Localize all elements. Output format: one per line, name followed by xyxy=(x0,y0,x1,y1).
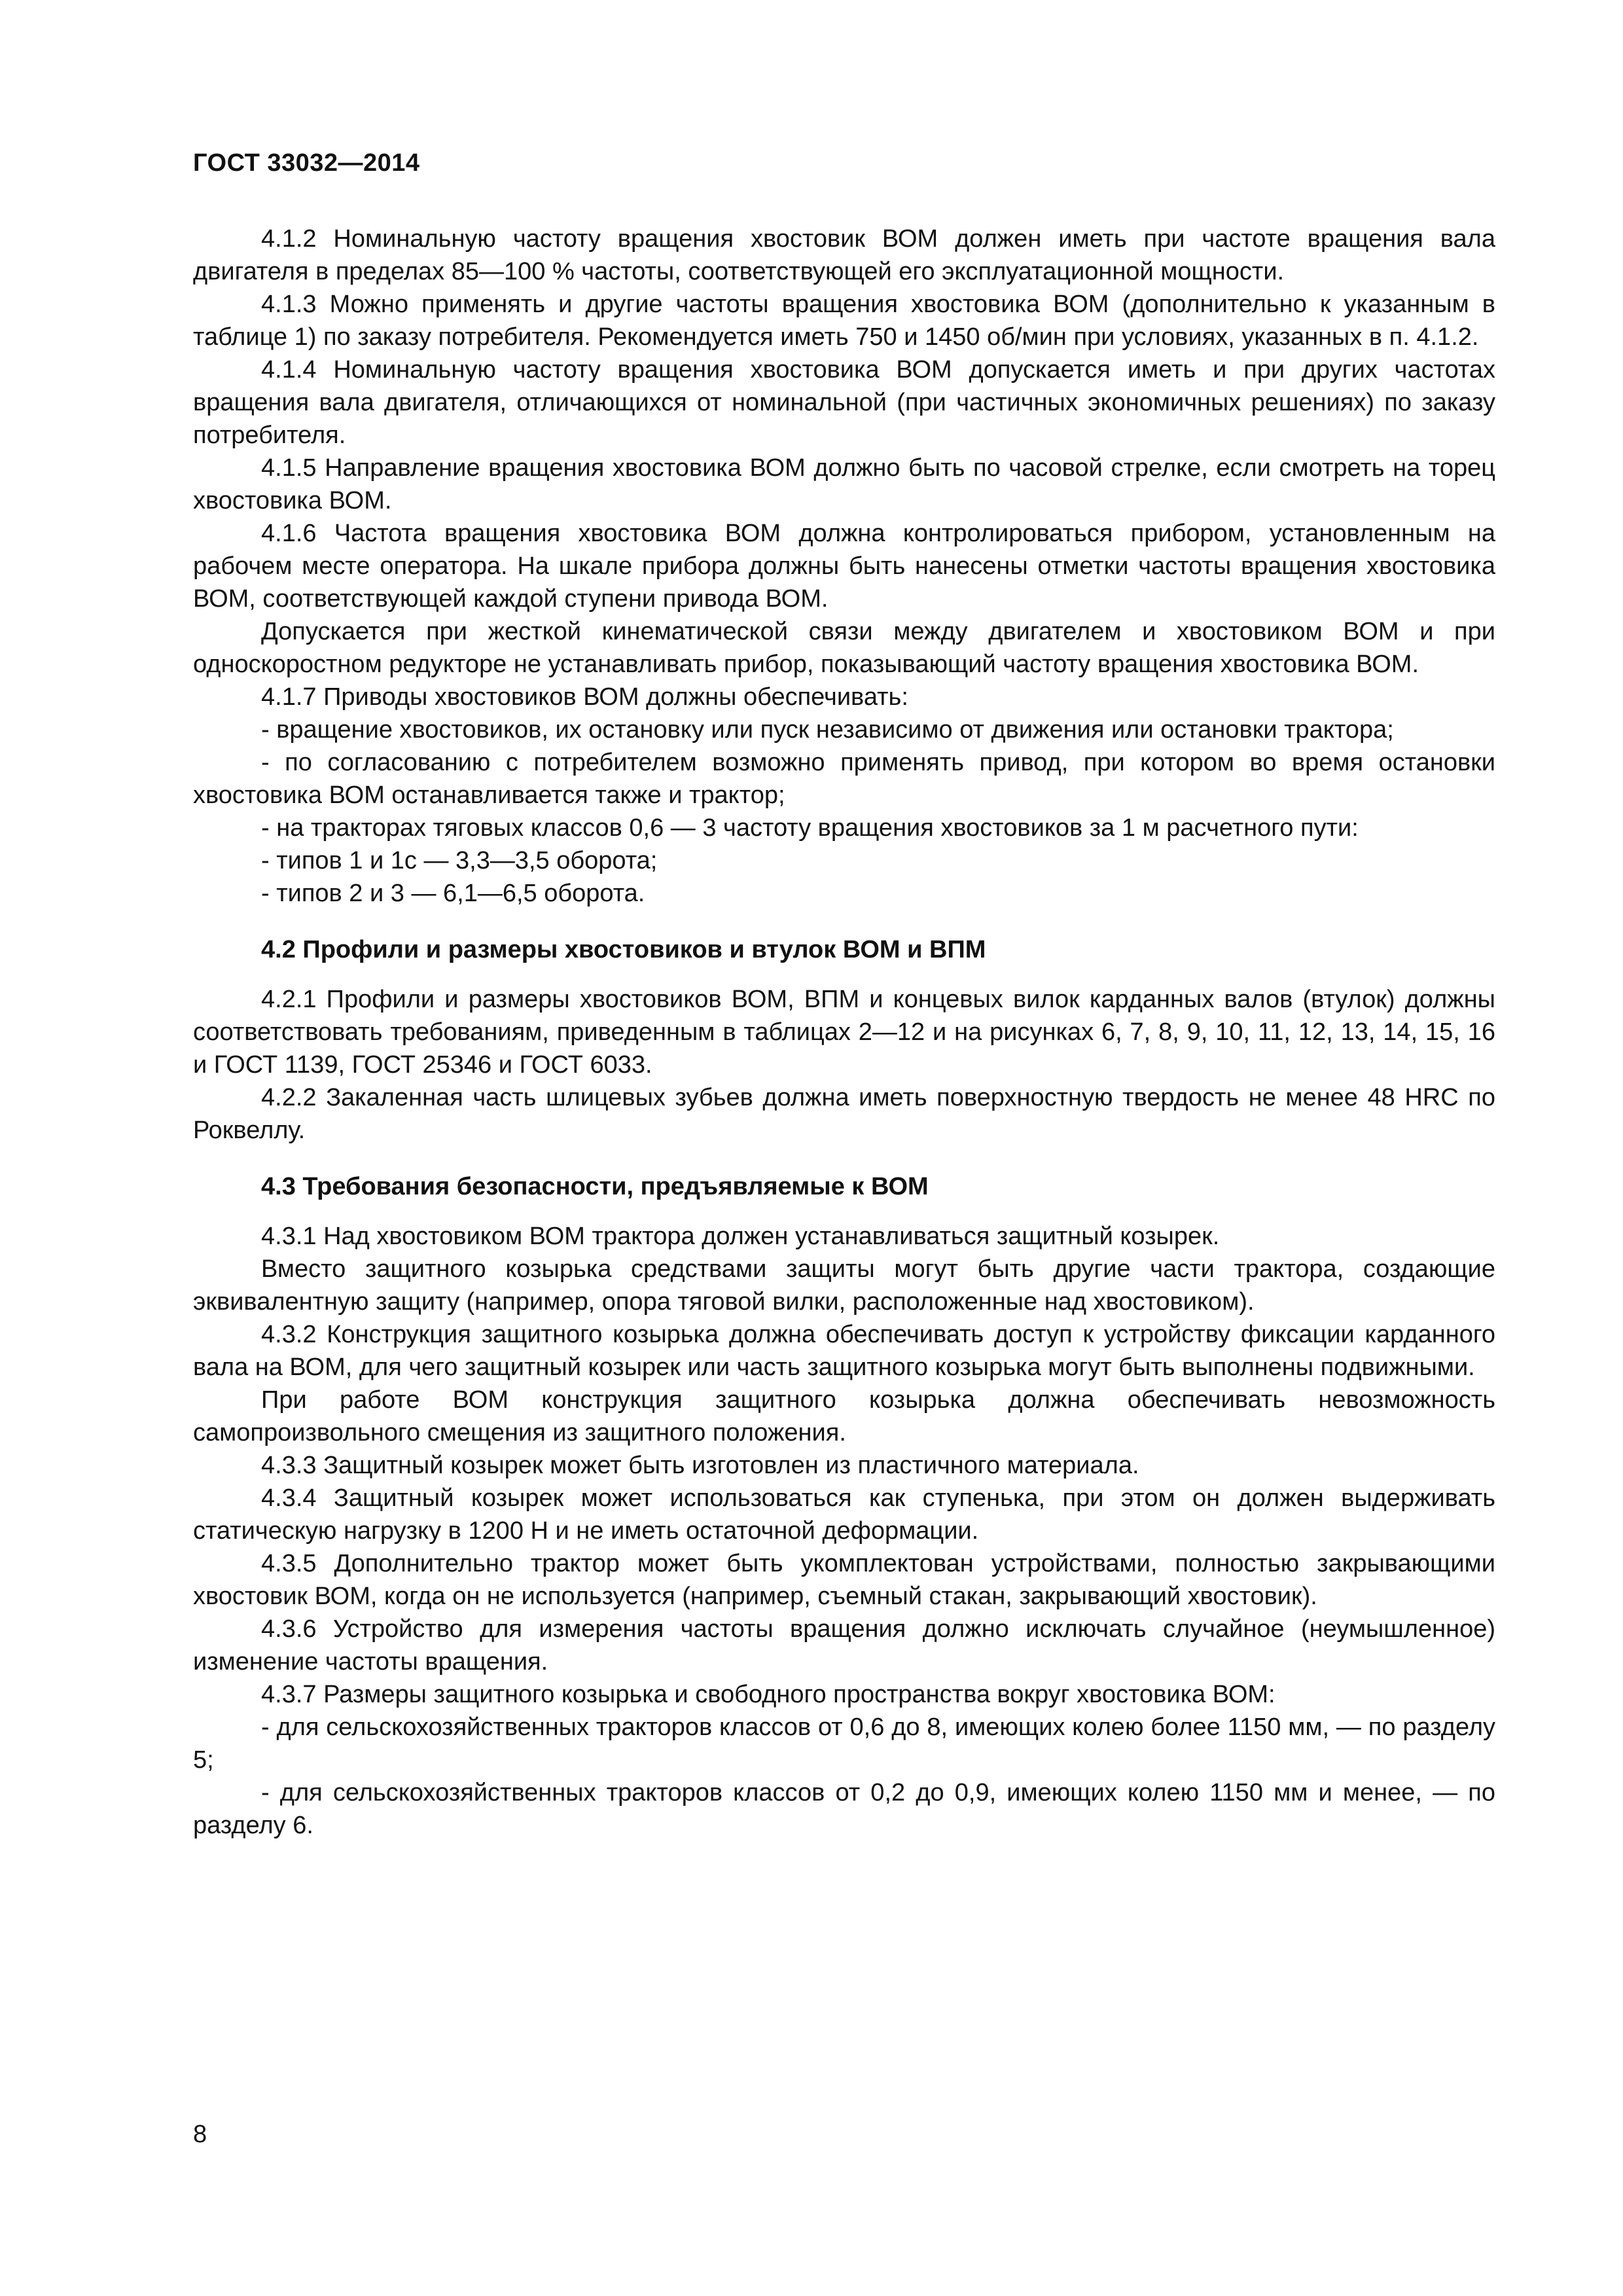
section-heading-4-3: 4.3 Требования безопасности, предъявляемые к ВОМ xyxy=(261,1173,929,1200)
paragraph: При работе ВОМ конструкция защитного козырька должна обеспечивать невозможность самопроизвольного смещения из защитного положения. xyxy=(193,1386,1495,1446)
standard-header: ГОСТ 33032—2014 xyxy=(193,149,420,177)
section-heading-4-2: 4.2 Профили и размеры хвостовиков и втулок ВОМ и ВПМ xyxy=(261,936,986,963)
list-item: - вращение хвостовиков, их остановку или пуск независимо от движения или остановки трактора; xyxy=(261,716,1394,744)
document-body xyxy=(193,223,1495,1842)
paragraph: 4.3.4 Защитный козырек может использоваться как ступенька, при этом он должен выдерживать статическую нагрузку в 1200 Н и не иметь остаточной деформации. xyxy=(193,1484,1495,1545)
paragraph: 4.2.2 Закаленная часть шлицевых зубьев должна иметь поверхностную твердость не менее 48 HRC по Роквеллу. xyxy=(193,1084,1495,1144)
paragraph: 4.3.1 Над хвостовиком ВОМ трактора должен устанавливаться защитный козырек. xyxy=(261,1223,1220,1250)
paragraph: Вместо защитного козырька средствами защиты могут быть другие части трактора, создающие эквивалентную защиту (например, опора тяговой вилки, расположенные над хвостовиком). xyxy=(193,1255,1495,1316)
paragraph: 4.3.6 Устройство для измерения частоты вращения должно исключать случайное (неумышленное) изменение частоты вращения. xyxy=(193,1615,1495,1676)
list-item: - для сельскохозяйственных тракторов классов от 0,2 до 0,9, имеющих колею 1150 мм и менее, — по разделу 6. xyxy=(193,1779,1495,1839)
paragraph: 4.1.4 Номинальную частоту вращения хвостовика ВОМ допускается иметь и при других частотах вращения вала двигателя, отличающихся от номинальной (при частичных экономичных решениях) по заказу потребителя. xyxy=(193,356,1495,449)
paragraph: 4.1.2 Номинальную частоту вращения хвостовик ВОМ должен иметь при частоте вращения вала двигателя в пределах 85—100 % частоты, соответствующей его эксплуатационной мощности. xyxy=(193,225,1495,285)
list-item: - типов 2 и 3 — 6,1—6,5 оборота. xyxy=(261,880,645,907)
paragraph: 4.3.2 Конструкция защитного козырька должна обеспечивать доступ к устройству фиксации карданного вала на ВОМ, для чего защитный козырек или часть защитного козырька могут быть выполнены подвижными. xyxy=(193,1321,1495,1381)
paragraph: 4.1.7 Приводы хвостовиков ВОМ должны обеспечивать: xyxy=(261,683,908,711)
list-item: - типов 1 и 1с — 3,3—3,5 оборота; xyxy=(261,847,658,874)
paragraph: 4.3.7 Размеры защитного козырька и свободного пространства вокруг хвостовика ВОМ: xyxy=(261,1681,1275,1708)
list-item: - по согласованию с потребителем возможно применять привод, при котором во время остановки хвостовика ВОМ останавливается также и трактор; xyxy=(193,749,1495,809)
list-item: - для сельскохозяйственных тракторов классов от 0,6 до 8, имеющих колею более 1150 мм, — по разделу 5; xyxy=(193,1713,1495,1774)
paragraph: 4.3.5 Дополнительно трактор может быть укомплектован устройствами, полностью закрывающими хвостовик ВОМ, когда он не используется (например, съемный стакан, закрывающий хвостовик). xyxy=(193,1550,1495,1610)
paragraph: 4.1.6 Частота вращения хвостовика ВОМ должна контролироваться прибором, установленным на рабочем месте оператора. На шкале прибора должны быть нанесены отметки частоты вращения хвостовика ВОМ, соответствующей каждой ступени привода ВОМ. xyxy=(193,520,1495,613)
page-number: 8 xyxy=(193,2121,207,2148)
paragraph: 4.1.3 Можно применять и другие частоты вращения хвостовика ВОМ (дополнительно к указанным в таблице 1) по заказу потребителя. Рекомендуется иметь 750 и 1450 об/мин при условиях, указанных в п. 4.1.2. xyxy=(193,291,1495,351)
paragraph: 4.2.1 Профили и размеры хвостовиков ВОМ, ВПМ и концевых вилок карданных валов (втулок) должны соответствовать требованиям, приведенным в таблицах 2—12 и на рисунках 6, 7, 8, 9, 10, 11, 12, 13, 14, 15, 16 и ГОСТ 1139, ГОСТ 25346 и ГОСТ 6033. xyxy=(193,986,1495,1079)
paragraph: 4.1.5 Направление вращения хвостовика ВОМ должно быть по часовой стрелке, если смотреть на торец хвостовика ВОМ. xyxy=(193,454,1495,514)
paragraph: 4.3.3 Защитный козырек может быть изготовлен из пластичного материала. xyxy=(261,1452,1139,1479)
paragraph: Допускается при жесткой кинематической связи между двигателем и хвостовиком ВОМ и при односкоростном редукторе не устанавливать прибор, показывающий частоту вращения хвостовика ВОМ. xyxy=(193,618,1495,678)
list-item: - на тракторах тяговых классов 0,6 — 3 частоту вращения хвостовиков за 1 м расчетного пути: xyxy=(261,814,1359,842)
